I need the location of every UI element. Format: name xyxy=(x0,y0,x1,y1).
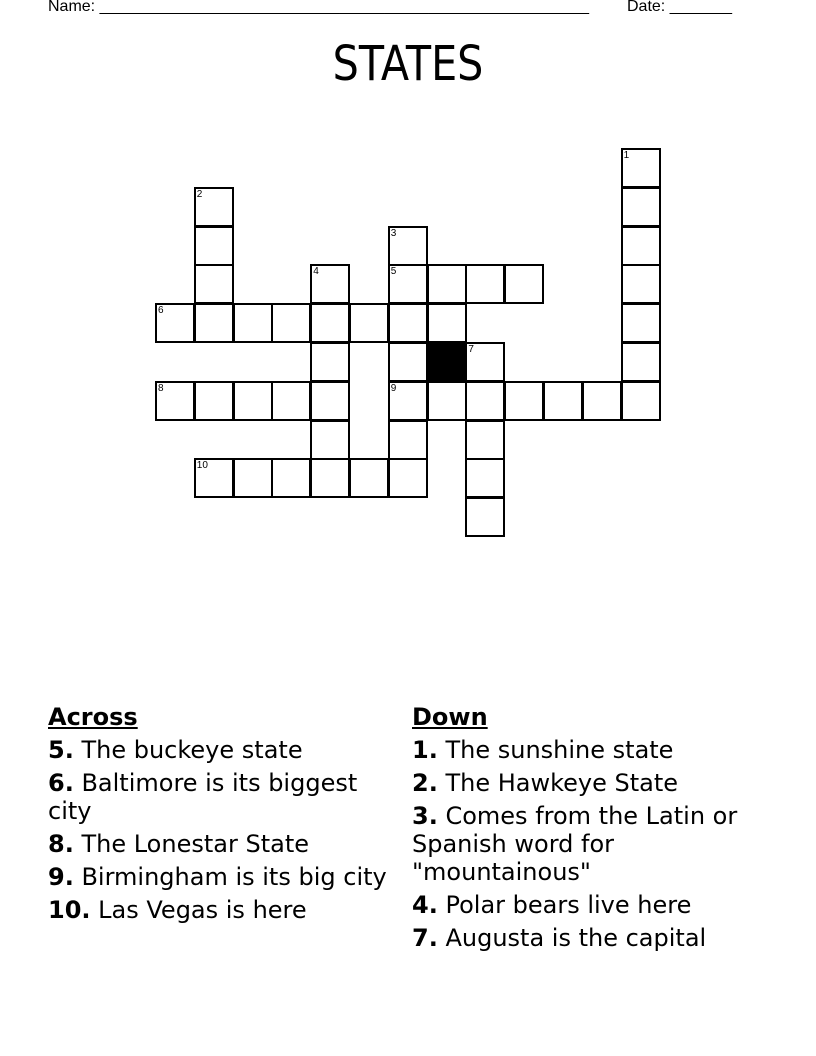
cell-number: 9 xyxy=(390,382,397,394)
down-clue-4 xyxy=(412,891,742,919)
down-clue-1 xyxy=(412,736,742,764)
down-clues xyxy=(412,700,742,957)
clue-number: 2. xyxy=(412,769,438,797)
grid-cell[interactable] xyxy=(233,458,273,498)
down-heading: Down xyxy=(412,703,488,731)
grid-cell[interactable] xyxy=(349,303,389,343)
clue-text: The Lonestar State xyxy=(81,830,309,858)
clue-number: 1. xyxy=(412,736,438,764)
grid-cell[interactable] xyxy=(388,420,428,460)
grid-cell[interactable] xyxy=(194,264,234,304)
down-clue-7 xyxy=(412,924,742,952)
grid-cell[interactable] xyxy=(194,458,234,498)
grid-cell[interactable] xyxy=(310,303,350,343)
grid-cell[interactable] xyxy=(233,303,273,343)
grid-cell[interactable] xyxy=(310,264,350,304)
grid-cell[interactable] xyxy=(504,381,544,421)
grid-cell[interactable] xyxy=(155,303,195,343)
grid-cell[interactable] xyxy=(310,420,350,460)
grid-cell[interactable] xyxy=(465,458,505,498)
clue-number: 6. xyxy=(48,769,74,797)
across-clues xyxy=(48,700,388,929)
clue-text: Las Vegas is here xyxy=(98,896,307,924)
cell-number: 3 xyxy=(390,227,397,239)
cell-number: 6 xyxy=(158,305,164,317)
grid-cell[interactable] xyxy=(621,148,661,188)
across-clue-9 xyxy=(48,863,388,891)
clue-text: The buckeye state xyxy=(81,736,303,764)
grid-cell[interactable] xyxy=(621,226,661,266)
down-clue-2 xyxy=(412,769,742,797)
grid-cell[interactable] xyxy=(388,303,428,343)
clue-number: 8. xyxy=(48,830,74,858)
grid-cell[interactable] xyxy=(349,458,389,498)
grid-cell[interactable] xyxy=(621,342,661,382)
grid-cell[interactable] xyxy=(388,226,428,266)
across-clue-10 xyxy=(48,896,388,924)
grid-block xyxy=(427,342,467,382)
cell-number: 4 xyxy=(313,266,319,278)
grid-cell[interactable] xyxy=(271,458,311,498)
clue-number: 5. xyxy=(48,736,74,764)
grid-cell[interactable] xyxy=(271,381,311,421)
grid-cell[interactable] xyxy=(388,264,428,304)
cell-number: 1 xyxy=(623,150,630,161)
puzzle-title: STATES xyxy=(332,36,484,92)
clue-number: 9. xyxy=(48,863,74,891)
clue-text: Comes from the Latin or Spanish word for "mountainous" xyxy=(412,802,738,886)
grid-cell[interactable] xyxy=(621,264,661,304)
clue-text: Birmingham is its big city xyxy=(81,863,387,891)
cell-number: 10 xyxy=(196,460,208,472)
grid-cell[interactable] xyxy=(194,381,234,421)
date-field-label: Date: _______ xyxy=(627,0,732,15)
grid-cell[interactable] xyxy=(271,303,311,343)
grid-cell[interactable] xyxy=(310,458,350,498)
clue-text: Polar bears live here xyxy=(445,891,692,919)
cell-number: 7 xyxy=(468,344,474,355)
grid-cell[interactable] xyxy=(388,458,428,498)
clue-number: 4. xyxy=(412,891,438,919)
clue-text: The sunshine state xyxy=(445,736,674,764)
grid-cell[interactable] xyxy=(465,264,505,304)
grid-cell[interactable] xyxy=(621,381,661,421)
name-field-label: Name: _______________________________________________________ xyxy=(48,0,589,15)
grid-cell[interactable] xyxy=(427,264,467,304)
grid-cell[interactable] xyxy=(427,381,467,421)
grid-cell[interactable] xyxy=(465,420,505,460)
grid-cell[interactable] xyxy=(310,381,350,421)
grid-cell[interactable] xyxy=(465,342,505,382)
across-clue-8 xyxy=(48,830,388,858)
clue-text: Baltimore is its biggest city xyxy=(48,769,358,825)
across-clue-6 xyxy=(48,769,388,825)
grid-cell[interactable] xyxy=(388,342,428,382)
cell-number: 2 xyxy=(196,188,203,200)
grid-cell[interactable] xyxy=(194,187,234,227)
across-clue-5 xyxy=(48,736,388,764)
grid-cell[interactable] xyxy=(465,497,505,537)
across-heading: Across xyxy=(48,703,138,731)
clue-text: Augusta is the capital xyxy=(445,924,707,952)
grid-cell[interactable] xyxy=(427,303,467,343)
grid-cell[interactable] xyxy=(465,381,505,421)
grid-cell[interactable] xyxy=(155,381,195,421)
clue-text: The Hawkeye State xyxy=(445,769,679,797)
grid-cell[interactable] xyxy=(388,381,428,421)
grid-cell[interactable] xyxy=(504,264,544,304)
clue-number: 7. xyxy=(412,924,438,952)
cell-number: 8 xyxy=(158,382,164,394)
down-clue-3 xyxy=(412,802,742,886)
grid-cell[interactable] xyxy=(194,226,234,266)
grid-cell[interactable] xyxy=(233,381,273,421)
cell-number: 5 xyxy=(390,266,397,278)
grid-cell[interactable] xyxy=(194,303,234,343)
grid-cell[interactable] xyxy=(621,187,661,227)
grid-cell[interactable] xyxy=(543,381,583,421)
clue-number: 3. xyxy=(412,802,438,830)
grid-cell[interactable] xyxy=(310,342,350,382)
clue-number: 10. xyxy=(48,896,91,924)
grid-cell[interactable] xyxy=(621,303,661,343)
grid-cell[interactable] xyxy=(582,381,622,421)
